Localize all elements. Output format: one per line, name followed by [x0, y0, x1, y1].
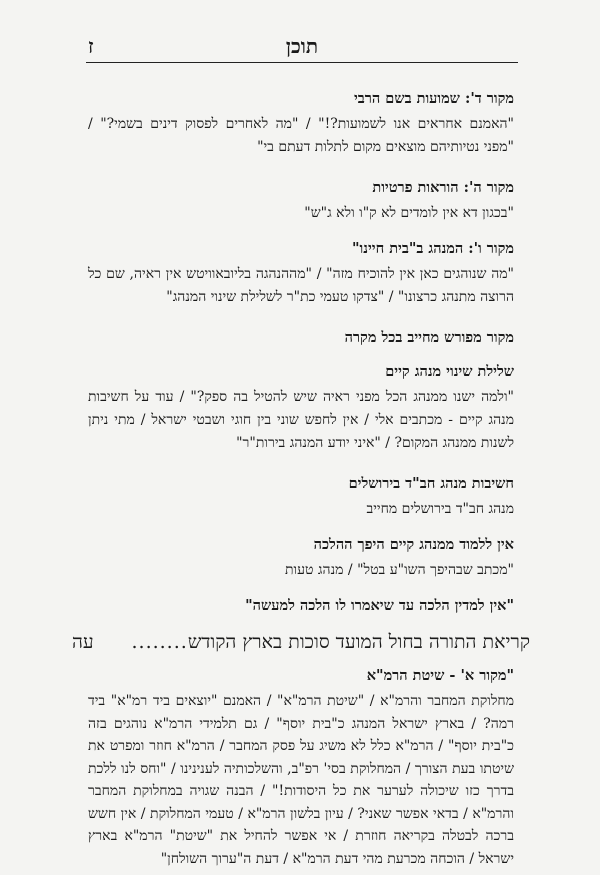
final-quote: "אין למדין הלכה עד שיאמרו לו הלכה למעשה"	[245, 597, 514, 614]
toc-entry	[88, 362, 514, 455]
section-title	[131, 628, 530, 656]
entry-text: "מה שנוהגים כאן אין להוכיח מזה" / "מההנהגה בליובאוויטש אין ראיה, שם כל הרוצה מתנהג כרצונו" / "צדקו טעמי כת"ר לשלילת שינוי המנהג"	[88, 266, 514, 305]
toc-entry	[88, 474, 514, 521]
toc-entry	[88, 535, 514, 582]
header-title: תוכן	[285, 34, 319, 58]
toc-content	[72, 63, 530, 870]
section-title-row	[72, 628, 530, 656]
toc-entry	[88, 89, 514, 159]
entry-heading: אין ללמוד ממנהג קיים היפך ההלכה	[313, 536, 514, 553]
entry-heading: שלילת שינוי מנהג קיים	[385, 363, 514, 380]
toc-entry	[88, 239, 514, 309]
toc-entry	[88, 666, 514, 870]
entry-text: "בכגון דא אין לומדים לא ק"ו ולא ג"ש"	[304, 205, 514, 221]
page-number: ז	[88, 34, 94, 58]
entry-text: "ולמה ישנו ממנהג הכל מפני ראיה שיש להטיל בה ספק?" / עוד על חשיבות מנהג קיים - מכתבים אלי / אין לחפש שוני בין חוגי ושבטי ישראל / מתי ניתן לשנות ממנהג המקום? / "איני יודע המנהג בירות"ר"	[88, 389, 514, 451]
toc-entry	[88, 328, 514, 348]
entry-heading: מקור מפורש מחייב בכל מקרה	[344, 329, 514, 346]
entry-text: מחלוקת המחבר והרמ"א / "שיטת הרמ"א" / האמנם "יוצאים ביד רמ"א" ביד רמה? / בארץ ישראל המנהג כ"בית יוסף" / גם תלמידי הרמ"א נוהגים בזה כ"בית יוסף" / הרמ"א כלל לא משיג על פסק המחבר / הרמ"א חוזר ומפרט את שיטתו בעת הצורך / המחלוקת בסי' רפ"ב, והשלכותיה לענינינו / "וחס לנו ללכת בדרך כזו שיכולה לערער את כל היסודות!" / הבנה שגויה במחלוקת המחבר והרמ"א / בדאי אפשר שאני? / עיון בלשון הרמ"א / טעמי המחלוקת / אין חשש ברכה לבטלה בקריאה חוזרת / אי אפשר להחיל את "שיטת" הרמ"א בארץ ישראל / הוכחה מכרעת מהי דעת הרמ"א / דעת ה"ערוך השולחן"	[88, 693, 514, 867]
entry-heading: מקור ד': שמועות בשם הרבי	[353, 90, 514, 107]
entry-heading: "מקור א' - שיטת הרמ"א	[366, 667, 514, 684]
leader-dots: ........	[131, 631, 188, 653]
entry-text: מנהג חב"ד בירושלים מחייב	[366, 501, 514, 517]
entry-heading: מקור ה': הוראות פרטיות	[372, 179, 514, 196]
section-page-ref: עה	[72, 631, 94, 653]
entry-heading: מקור ו': המנהג ב"בית חיינו"	[352, 240, 514, 257]
section-title-text: קריאת התורה בחול המועד סוכות בארץ הקודש	[187, 631, 530, 653]
entry-text: "מכתב שבהיפך השו"ע בטל" / מנהג טעות	[284, 562, 514, 578]
running-header	[86, 0, 518, 63]
entry-text: "האמנם אחראים אנו לשמועות?!" / "מה לאחרים לפסוק דינים בשמי?" / "מפני נטיותיהם מוצאים מקום לתלות דעתם בי"	[88, 116, 514, 155]
entry-heading: חשיבות מנהג חב"ד בירושלים	[348, 475, 514, 492]
toc-entry	[88, 178, 514, 225]
